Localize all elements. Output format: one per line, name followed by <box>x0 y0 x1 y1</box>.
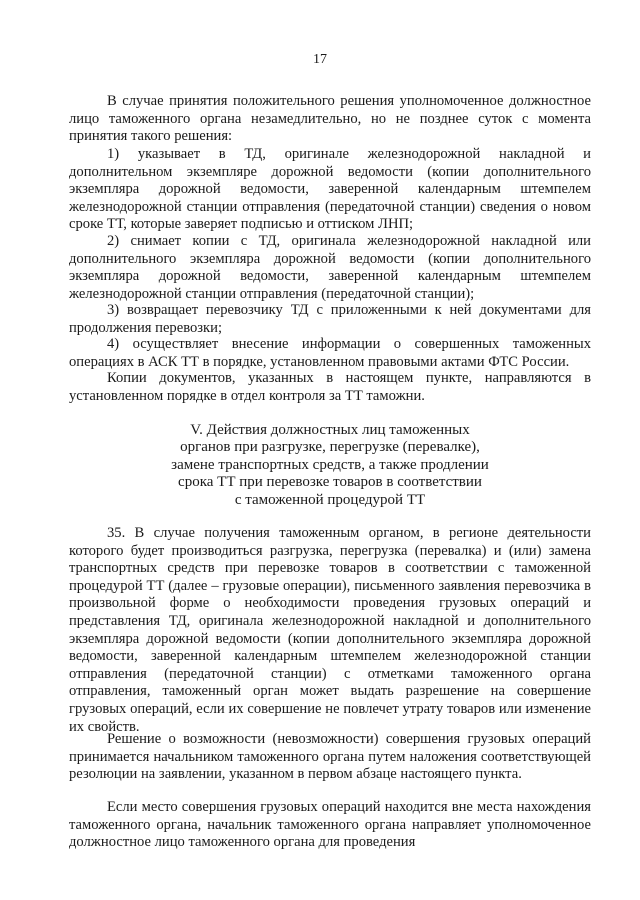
location-paragraph: Если место совершения грузовых операций находится вне места нахождения таможенного органа, начальник таможенного органа направляет уполномоченное должностное лицо таможенного органа для проведения <box>69 799 591 851</box>
intro-paragraph: В случае принятия положительного решения уполномоченное должностное лицо таможенного органа незамедлительно, но не позднее суток с момента принятия такого решения: <box>69 93 591 145</box>
section-heading <box>69 422 591 509</box>
list-item-3: 3) возвращает перевозчику ТД с приложенными к ней документами для продолжения перевозки; <box>69 302 591 336</box>
list-item-1: 1) указывает в ТД, оригинале железнодорожной накладной и дополнительном экземпляре дорожной ведомости (копии дополнительного экземпляра дорожной ведомости, заверенной календарным штемпелем железнодорожной станции отправления (передаточной станции) сведения о новом сроке ТТ, которые заверяет подписью и оттиском ЛНП; <box>69 146 591 233</box>
paragraph-35: 35. В случае получения таможенным органом, в регионе деятельности которого будет производиться разгрузка, перегрузка (перевалка) и (или) замена транспортных средств при перевозке товаров в соответствии с таможенной процедурой ТТ (далее – грузовые операции), письменного заявления перевозчика в произвольной форме о необходимости проведения грузовых операций и представления ТД, оригинала железнодорожной накладной и дополнительного экземпляра дорожной ведомости (копии дополнительного экземпляра дорожной ведомости, заверенной календарным штемпелем железнодорожной станции отправления (передаточной станции) с отметками таможенного органа отправления, таможенный орган может выдать разрешение на совершение грузовых операций, если их совершение не повлечет утрату товаров или изменение их свойств. <box>69 525 591 735</box>
decision-paragraph: Решение о возможности (невозможности) совершения грузовых операций принимается начальником таможенного органа путем наложения соответствующей резолюции на заявлении, указанном в первом абзаце настоящего пункта. <box>69 731 591 783</box>
copies-paragraph: Копии документов, указанных в настоящем пункте, направляются в установленном порядке в отдел контроля за ТТ таможни. <box>69 370 591 404</box>
page-number: 17 <box>313 52 327 67</box>
section-heading-line: органов при разгрузке, перегрузке (перевалке), <box>180 439 480 456</box>
list-item-2: 2) снимает копии с ТД, оригинала железнодорожной накладной или дополнительного экземпляра дорожной ведомости (копии дополнительного экземпляра дорожной ведомости, заверенной календарным штемпелем железнодорожной станции отправления (передаточной станции); <box>69 233 591 302</box>
list-item-4: 4) осуществляет внесение информации о совершенных таможенных операциях в АСК ТТ в порядке, установленном правовыми актами ФТС России. <box>69 336 591 370</box>
section-heading-line: срока ТТ при перевозке товаров в соответствии <box>178 474 482 491</box>
section-heading-line: V. Действия должностных лиц таможенных <box>190 422 470 438</box>
section-heading-line: с таможенной процедурой ТТ <box>234 491 426 508</box>
section-heading-line: замене транспортных средств, а также продлении <box>171 456 489 473</box>
